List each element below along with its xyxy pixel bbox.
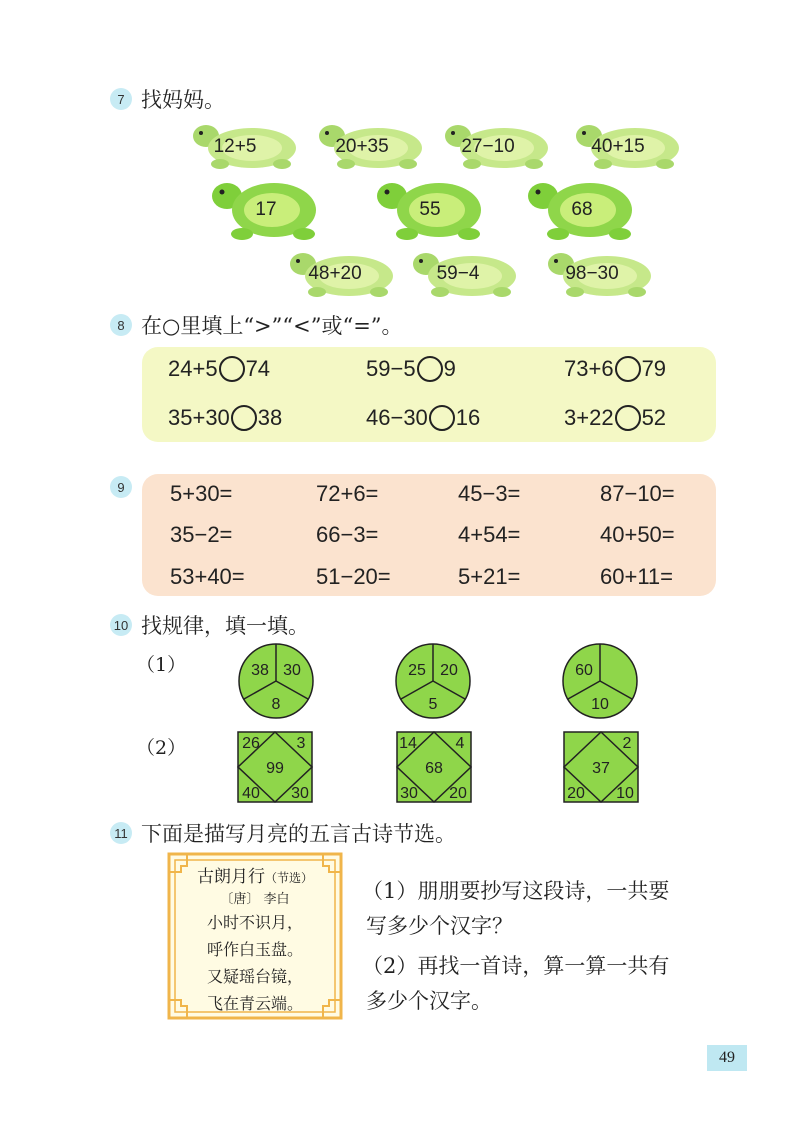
square-value-top-left: 14 xyxy=(399,735,417,752)
circle-value-top-left: 38 xyxy=(251,662,269,679)
square-value-bottom-left: 20 xyxy=(567,785,585,802)
number-circle xyxy=(393,643,473,719)
compare-item xyxy=(168,356,270,382)
number-square xyxy=(396,731,472,803)
square-value-top-right: 2 xyxy=(622,735,632,752)
number-square xyxy=(237,731,313,803)
compare-item xyxy=(168,405,282,431)
arithmetic-item: 4+54= xyxy=(458,522,521,547)
arithmetic-item: 5+30= xyxy=(170,481,233,506)
compare-right: 52 xyxy=(641,405,667,430)
arithmetic-item: 66−3= xyxy=(316,522,379,547)
compare-left: 35+30 xyxy=(168,405,230,430)
compare-item xyxy=(564,356,666,382)
sub-question-text: （1）朋朋要抄写这段诗，一共要 xyxy=(362,879,670,903)
compare-left: 3+22 xyxy=(564,405,614,430)
circle-value-top-left: 25 xyxy=(408,662,426,679)
arithmetic-item: 5+21= xyxy=(458,564,521,589)
answer-circle[interactable] xyxy=(429,405,455,431)
question-number-11: 11 xyxy=(110,822,132,844)
question-7-prompt: 找妈妈。 xyxy=(141,88,225,112)
circle-value-bottom: 5 xyxy=(428,696,438,713)
question-11-prompt: 下面是描写月亮的五言古诗节选。 xyxy=(141,822,456,846)
poem-line: 小时不识月， xyxy=(206,913,303,932)
compare-item xyxy=(366,405,480,431)
arithmetic-item: 72+6= xyxy=(316,481,379,506)
small-turtle-label: 40+15 xyxy=(591,136,645,157)
square-value-bottom-left: 40 xyxy=(242,785,260,802)
question-number-8: 8 xyxy=(110,314,132,336)
compare-right: 38 xyxy=(257,405,283,430)
arithmetic-item: 40+50= xyxy=(600,522,675,547)
compare-item xyxy=(366,356,456,382)
compare-item xyxy=(564,405,666,431)
small-turtle-label: 12+5 xyxy=(213,136,257,157)
circle-value-bottom: 10 xyxy=(591,696,609,713)
square-value-bottom-right: 30 xyxy=(291,785,309,802)
big-turtle-label: 55 xyxy=(419,199,441,220)
compare-right: 9 xyxy=(443,356,456,381)
part-2-label: （2） xyxy=(136,737,187,759)
arithmetic-item: 35−2= xyxy=(170,522,233,547)
compare-right: 16 xyxy=(455,405,481,430)
question-10-prompt: 找规律，填一填。 xyxy=(141,614,309,638)
small-turtle-label: 59−4 xyxy=(436,263,480,284)
square-value-center: 99 xyxy=(266,760,284,777)
small-turtle-label: 20+35 xyxy=(335,136,389,157)
number-circle xyxy=(560,643,640,719)
circle-value-top-left: 60 xyxy=(575,662,593,679)
compare-left: 59−5 xyxy=(366,356,416,381)
answer-circle[interactable] xyxy=(615,405,641,431)
arithmetic-item: 87−10= xyxy=(600,481,675,506)
sub-question-text: （2）再找一首诗，算一算一共有 xyxy=(362,954,670,978)
question-number-9: 9 xyxy=(110,476,132,498)
compare-right: 74 xyxy=(245,356,271,381)
square-value-top-left: 26 xyxy=(242,735,260,752)
arithmetic-item: 51−20= xyxy=(316,564,391,589)
compare-left: 24+5 xyxy=(168,356,218,381)
answer-circle[interactable] xyxy=(219,356,245,382)
sub-question-text: 多少个汉字。 xyxy=(366,989,492,1013)
poem-line: 飞在青云端。 xyxy=(206,994,303,1013)
page-number: 49 xyxy=(707,1045,747,1071)
poem-author: 〔唐〕 李白 xyxy=(220,892,290,907)
number-circle xyxy=(236,643,316,719)
arithmetic-item: 60+11= xyxy=(600,564,674,589)
sub-question-text: 写多少个汉字？ xyxy=(366,914,513,938)
square-value-top-right: 3 xyxy=(296,735,306,752)
big-turtle-label: 17 xyxy=(255,199,277,220)
number-square xyxy=(563,731,639,803)
answer-circle[interactable] xyxy=(417,356,443,382)
poem-title-note: （节选） xyxy=(264,871,313,885)
answer-circle[interactable] xyxy=(231,405,257,431)
question-number-7: 7 xyxy=(110,88,132,110)
part-1-label: （1） xyxy=(136,654,187,676)
square-value-bottom-right: 10 xyxy=(616,785,634,802)
compare-right: 79 xyxy=(641,356,667,381)
poem-line: 又疑瑶台镜， xyxy=(206,967,303,986)
poem-title-text: 古朗月行 xyxy=(196,867,265,887)
compare-left: 46−30 xyxy=(366,405,428,430)
arithmetic-item: 45−3= xyxy=(458,481,521,506)
small-turtle-label: 27−10 xyxy=(461,136,515,157)
question-number-10: 10 xyxy=(110,614,132,636)
small-turtle-label: 98−30 xyxy=(565,263,619,284)
square-value-center: 68 xyxy=(425,760,443,777)
answer-circle[interactable] xyxy=(615,356,641,382)
poem-title xyxy=(165,862,345,887)
small-turtle-label: 48+20 xyxy=(308,263,362,284)
square-value-bottom-right: 20 xyxy=(449,785,467,802)
big-turtle-label: 68 xyxy=(571,199,593,220)
question-8-prompt: 在○里填上“>”“<”或“=”。 xyxy=(141,314,403,338)
arithmetic-item: 53+40= xyxy=(170,564,245,589)
poem-line: 呼作白玉盘。 xyxy=(206,940,303,959)
square-value-center: 37 xyxy=(592,760,610,777)
square-value-top-right: 4 xyxy=(455,735,465,752)
circle-value-bottom: 8 xyxy=(271,696,281,713)
compare-left: 73+6 xyxy=(564,356,614,381)
circle-value-top-right: 30 xyxy=(283,662,301,679)
square-value-bottom-left: 30 xyxy=(400,785,418,802)
circle-value-top-right: 20 xyxy=(440,662,458,679)
